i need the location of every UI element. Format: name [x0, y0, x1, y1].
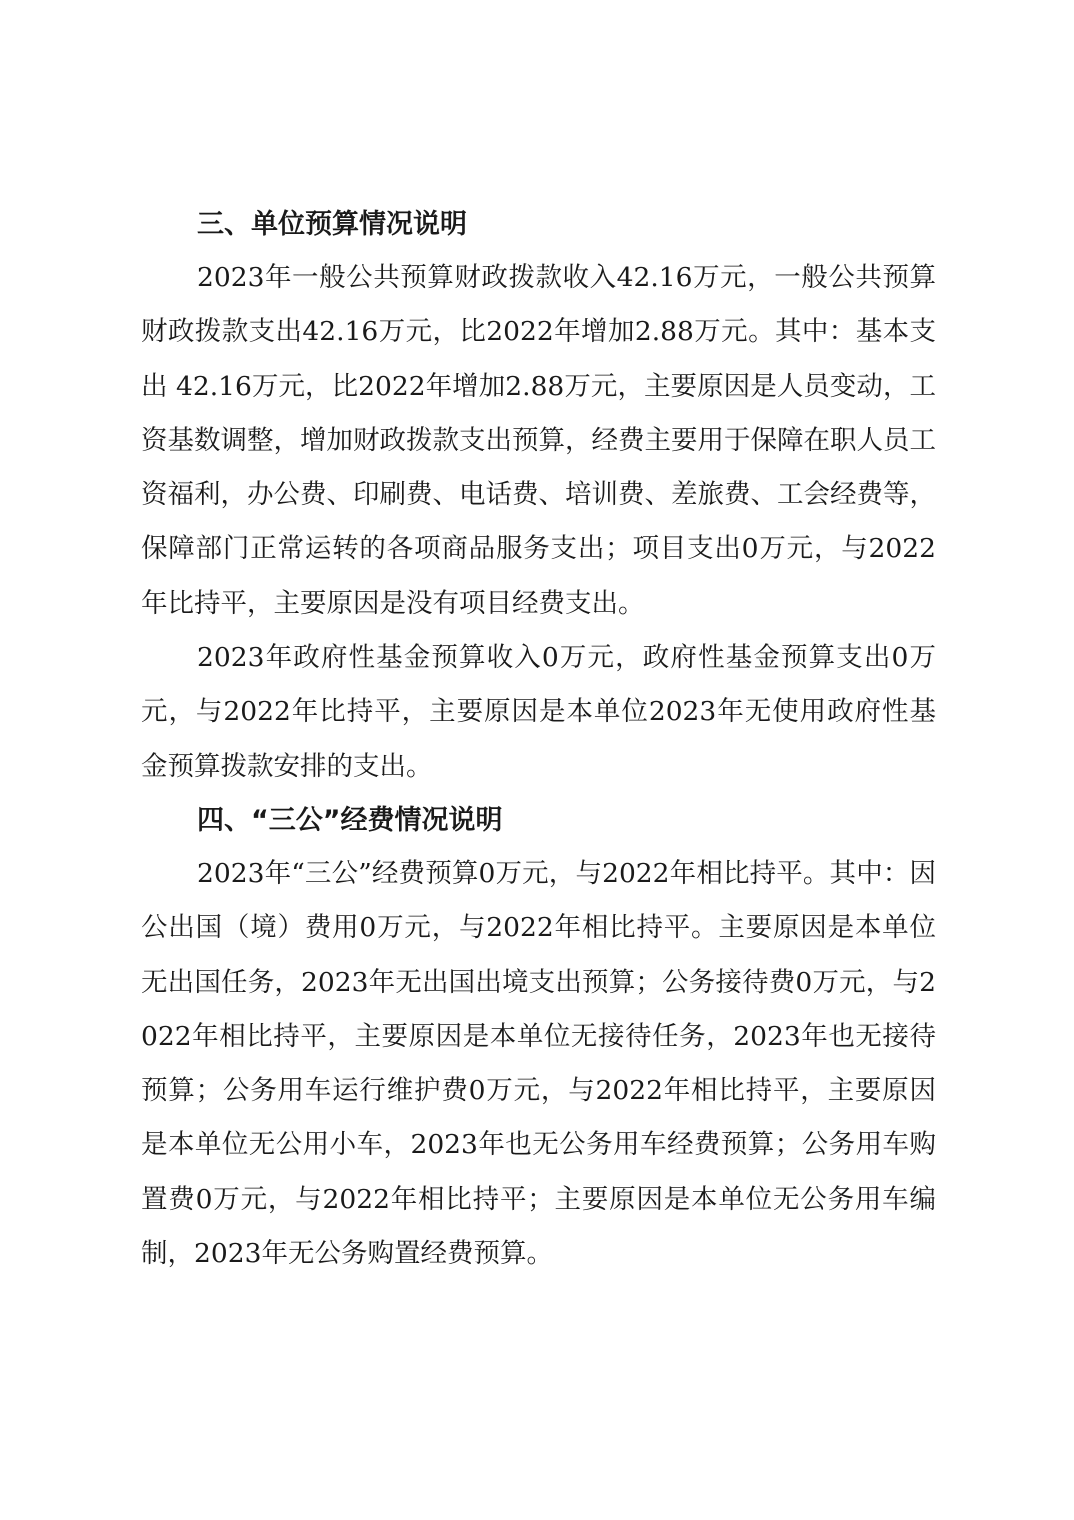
section-heading-unit-budget: 三、单位预算情况说明 [197, 209, 467, 240]
paragraph-three-public-expenses: 2023年“三公”经费预算0万元，与2022年相比持平。其中：因公出国（境）费用0万元，与2022年相比持平。主要原因是本单位无出国任务，2023年无出国出境支出预算；公务接待费0万元，与2022年相比持平，主要原因是本单位无接待任务，2023年也无接待预算；公务用车运行维护费0万元，与2022年相比持平，主要原因是本单位无公用小车，2023年也无公务用车经费预算；公务用车购置费0万元，与2022年相比持平；主要原因是本单位无公务用车编制，2023年无公务购置经费预算。 [141, 857, 936, 1270]
section-heading-three-public-expenses: 四、“三公”经费情况说明 [197, 804, 503, 836]
paragraph-general-budget: 2023年一般公共预算财政拨款收入42.16万元，一般公共预算财政拨款支出42.16万元，比2022年增加2.88万元。其中：基本支出 42.16万元，比2022年增加2.88万元，主要原因是人员变动，工资基数调整，增加财政拨款支出预算，经费主要用于保障在职人员工资福利，办公费、印刷费、电话费、培训费、差旅费、工会经费等，保障部门正常运转的各项商品服务支出；项目支出0万元，与2022年比持平，主要原因是没有项目经费支出。 [141, 262, 936, 619]
document-body [141, 198, 936, 1281]
paragraph-government-fund-budget: 2023年政府性基金预算收入0万元，政府性基金预算支出0万元，与2022年比持平，主要原因是本单位2023年无使用政府性基金预算拨款安排的支出。 [141, 642, 936, 782]
